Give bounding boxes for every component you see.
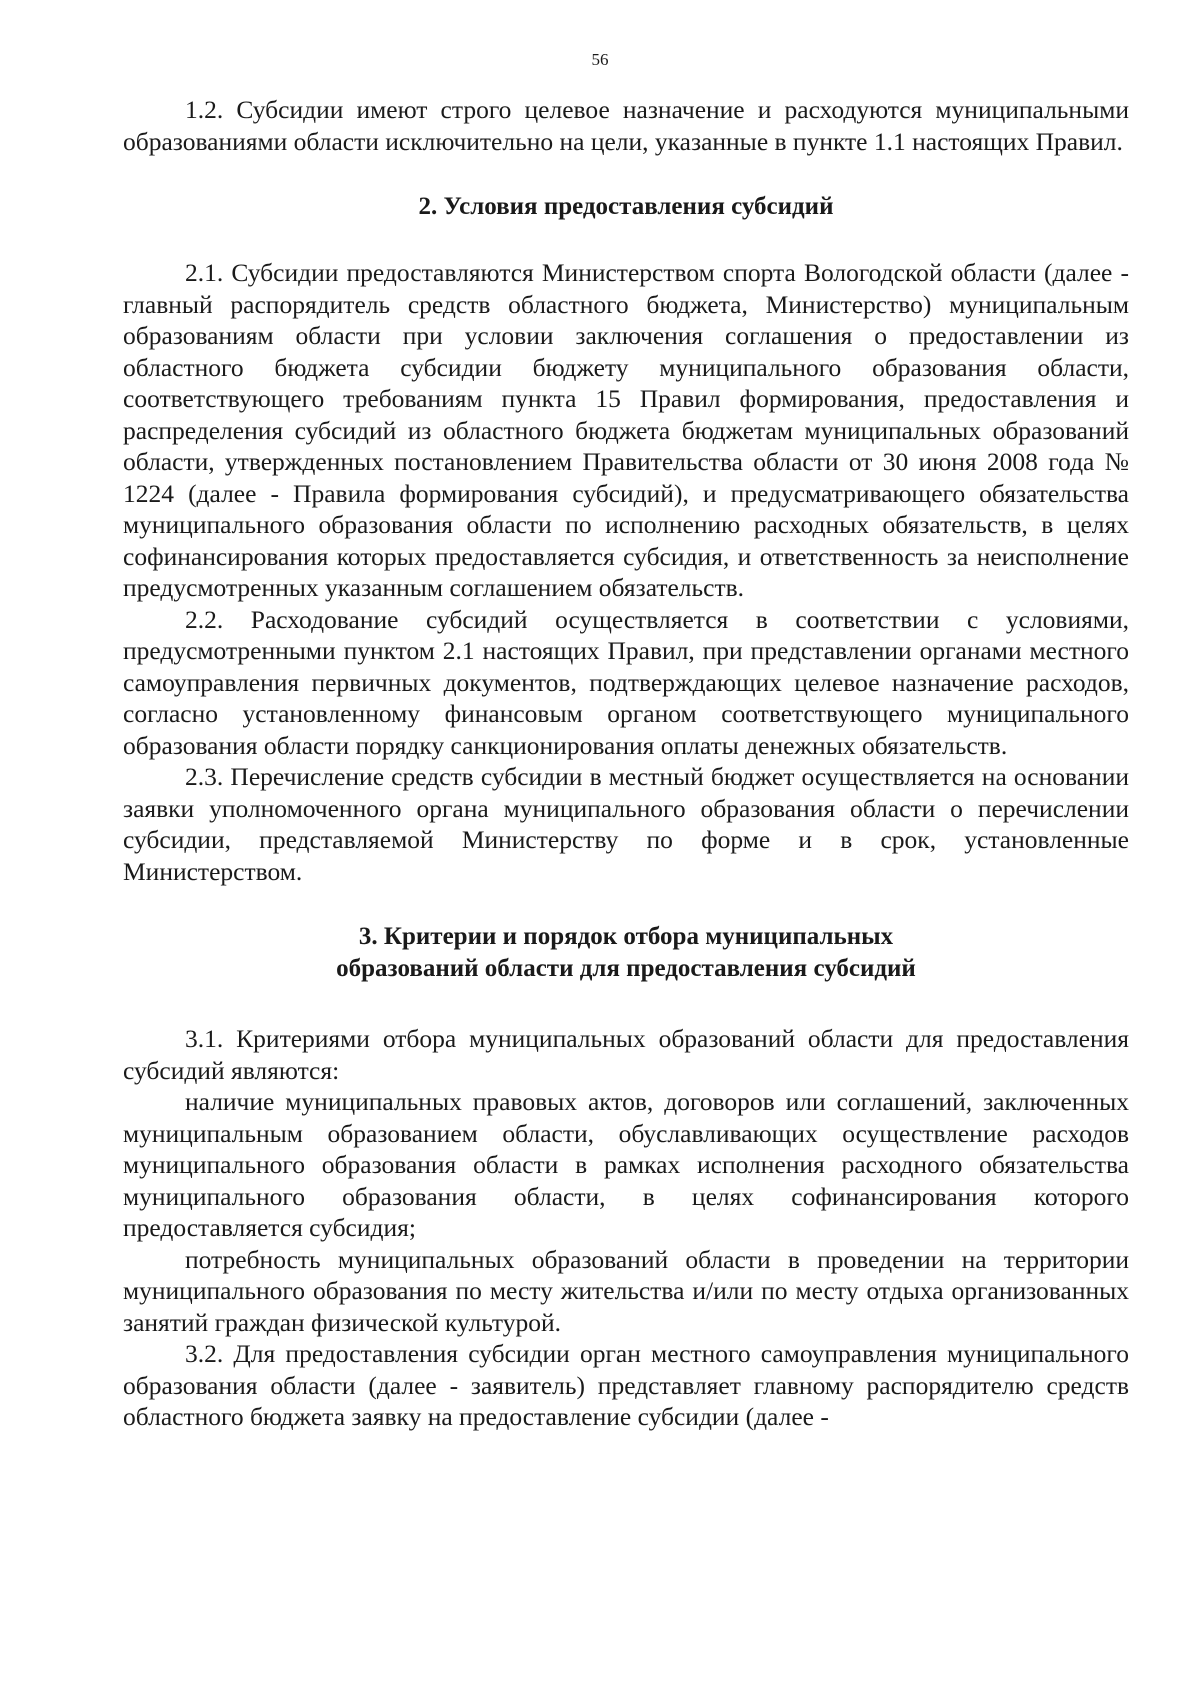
paragraph-2-3: 2.3. Перечисление средств субсидии в местный бюджет осуществляется на основании заявки уполномоченного органа муниципального образования области о перечислении субсидии, представляемой Министерству по форме и в срок, установленные Министерством. bbox=[123, 762, 1129, 886]
paragraph-3-2: 3.2. Для предоставления субсидии орган местного самоуправления муниципального образования области (далее - заявитель) представляет главному распорядителю средств областного бюджета заявку на предоставление субсидии (далее - bbox=[123, 1339, 1129, 1431]
paragraph-2-1: 2.1. Субсидии предоставляются Министерством спорта Вологодской области (далее - главный распорядитель средств областного бюджета, Министерство) муниципальным образованиям области при условии заключения соглашения о предоставлении из областного бюджета субсидии бюджету муниципального образования области, соответствующего требованиям пункта 15 Правил формирования, предоставления и распределения субсидий из областного бюджета бюджетам муниципальных образований области, утвержденных постановлением Правительства области от 30 июня 2008 года № 1224 (далее - Правила формирования субсидий), и предусматривающего обязательства муниципального образования области по исполнению расходных обязательств, в целях софинансирования которых предоставляется субсидия, и ответственность за неисполнение предусмотренных указанным соглашением обязательств. bbox=[123, 258, 1129, 602]
section-heading-3 bbox=[123, 921, 1129, 985]
section-heading-3-line-1: 3. Критерии и порядок отбора муниципальных bbox=[358, 923, 894, 950]
page-number: 56 bbox=[591, 50, 609, 69]
section-heading-2: 2. Условия предоставления субсидий bbox=[418, 193, 834, 220]
paragraph-3-1-criterion-a: наличие муниципальных правовых актов, договоров или соглашений, заключенных муниципальным образованием области, обуславливающих осуществление расходов муниципального образования области в рамках исполнения расходного обязательства муниципального образования области, в целях софинансирования которого предоставляется субсидия; bbox=[123, 1087, 1129, 1242]
document-body bbox=[123, 94, 1129, 1433]
paragraph-1-2: 1.2. Субсидии имеют строго целевое назначение и расходуются муниципальными образованиями области исключительно на цели, указанные в пункте 1.1 настоящих Правил. bbox=[123, 95, 1129, 156]
paragraph-3-1: 3.1. Критериями отбора муниципальных образований области для предоставления субсидий являются: bbox=[123, 1024, 1129, 1085]
section-heading-3-line-2: образований области для предоставления субсидий bbox=[336, 955, 916, 982]
paragraph-3-1-criterion-b: потребность муниципальных образований области в проведении на территории муниципального образования по месту жительства и/или по месту отдыха организованных занятий граждан физической культурой. bbox=[123, 1244, 1129, 1337]
paragraph-2-2: 2.2. Расходование субсидий осуществляется в соответствии с условиями, предусмотренными пунктом 2.1 настоящих Правил, при представлении органами местного самоуправления первичных документов, подтверждающих целевое назначение расходов, согласно установленному финансовым органом соответствующего муниципального образования области порядку санкционирования оплаты денежных обязательств. bbox=[123, 604, 1129, 760]
